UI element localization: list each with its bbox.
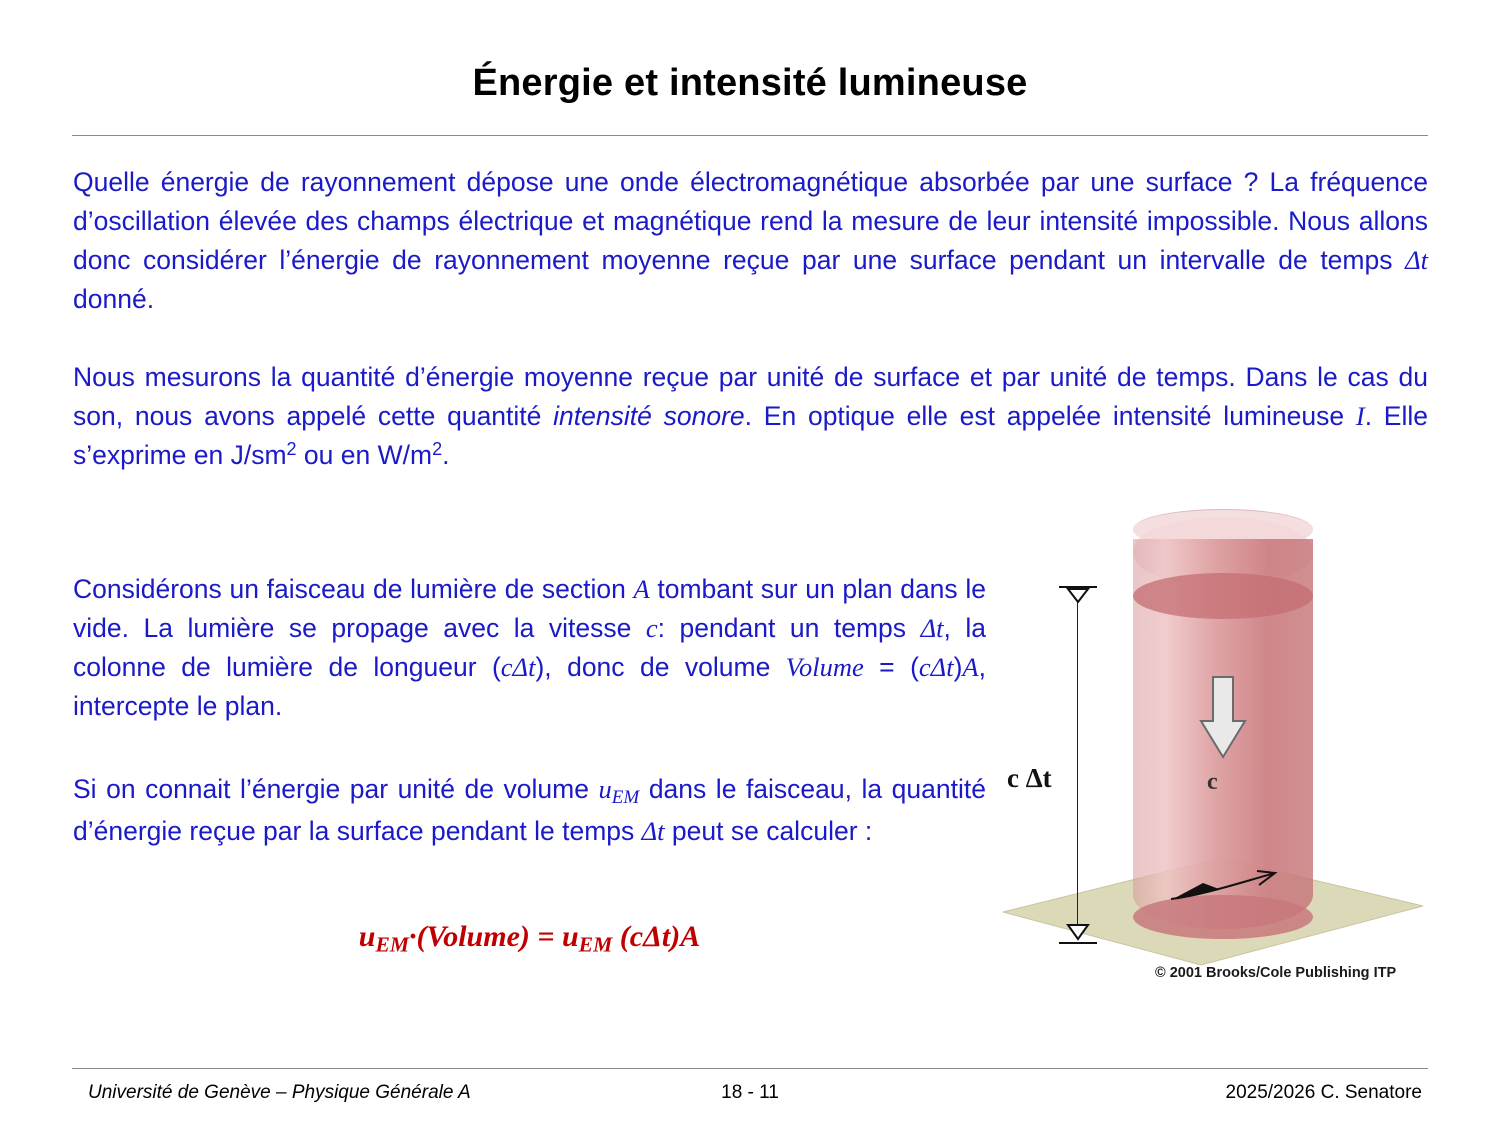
paragraph-3-c-delta-t: cΔt: [500, 651, 536, 682]
paragraph-3-symbol-A-2: A: [962, 651, 979, 682]
paragraph-4-text-b: dans le faisceau, la quantité d’énergie reçue par la surface pendant le temps: [73, 774, 986, 846]
paragraph-3-text-d: , la colonne de lumière de longueur (: [73, 612, 986, 682]
paragraph-3-text-f: = (: [863, 651, 919, 682]
formula-u2-subscript: EM: [578, 932, 613, 957]
paragraph-1-delta-t: Δt: [1405, 244, 1428, 275]
formula-u1-subscript: EM: [375, 932, 410, 957]
paragraph-2: [73, 358, 1428, 475]
paragraph-2-exponent-2: 2: [432, 438, 443, 459]
paragraph-4-symbol-u: u: [598, 774, 612, 804]
paragraph-3-text-g: ): [953, 651, 963, 682]
paragraph-3-text-c: : pendant un temps: [657, 612, 921, 643]
paragraph-1-text-b: donné.: [73, 283, 155, 314]
footer-right: 2025/2026 C. Senatore: [1225, 1082, 1422, 1103]
paragraph-3-text-h: , intercepte le plan.: [73, 651, 986, 721]
column-band: [1133, 573, 1313, 619]
energy-formula: [73, 920, 986, 957]
figure-copyright: © 2001 Brooks/Cole Publishing ITP: [1155, 965, 1397, 981]
light-column-figure: [985, 505, 1445, 985]
propagation-arrow-icon: [1197, 675, 1249, 761]
paragraph-2-text-b: . En optique elle est appelée intensité lumineuse: [744, 400, 1356, 431]
dimension-line: [1077, 593, 1078, 933]
paragraph-2-exponent-1: 2: [286, 438, 297, 459]
paragraph-1: [73, 163, 1428, 319]
formula-u2: u: [561, 920, 579, 953]
formula-end: (cΔt)A: [612, 920, 701, 953]
paragraph-2-text-e: .: [442, 439, 450, 470]
paragraph-3-symbol-c: c: [645, 612, 658, 643]
footer-left: Université de Genève – Physique Générale A: [88, 1082, 471, 1103]
title-divider: [72, 135, 1428, 136]
paragraph-3-volume-symbol: Volume: [785, 651, 864, 682]
paragraph-3-delta-t: Δt: [920, 612, 944, 643]
paragraph-2-text-d: ou en W/m: [296, 439, 433, 470]
paragraph-4: [73, 770, 986, 851]
page-title: Énergie et intensité lumineuse: [472, 62, 1028, 104]
paragraph-4-text-c: peut se calculer :: [664, 815, 873, 846]
speed-c-label: c: [1207, 769, 1218, 795]
light-column: [1133, 517, 1313, 937]
paragraph-4-symbol-u-subscript: EM: [611, 786, 640, 808]
surface-area-arrow-icon: [1163, 869, 1283, 909]
paragraph-4-delta-t: Δt: [641, 815, 665, 846]
paragraph-3-text-e: ), donc de volume: [535, 651, 786, 682]
paragraph-2-text-c: . Elle s’exprime en J/sm: [73, 400, 1428, 470]
paragraph-3-text-a: Considérons un faisceau de lumière de section: [73, 574, 634, 604]
paragraph-4-text-a: Si on connait l’énergie par unité de volume: [73, 774, 599, 804]
dimension-top-marker-icon: [1057, 583, 1099, 603]
paragraph-2-text-a: Nous mesurons la quantité d’énergie moyenne reçue par unité de surface et par unité de temps. Dans le cas du son, nous avons appelé cette quantité: [73, 362, 1428, 431]
dimension-label: c Δt: [1007, 763, 1052, 793]
paragraph-3-c-delta-t-2: cΔt: [918, 651, 954, 682]
paragraph-1-text-a: Quelle énergie de rayonnement dépose une onde électromagnétique absorbée par une surface ? La fréquence d’oscillation élevée des champs électrique et magnétique rend la mesure de leur intensité impossible. Nous allons donc considérer l’énergie de rayonnement moyenne reçue par une surface pendant un intervalle de temps: [73, 167, 1428, 275]
paragraph-3: [73, 570, 986, 726]
formula-u1: u: [358, 920, 376, 953]
paragraph-2-emphasis: intensité sonore: [553, 400, 745, 431]
slide-number: 18 - 11: [721, 1082, 779, 1103]
paragraph-3-symbol-A: A: [633, 574, 650, 604]
paragraph-2-symbol-I: I: [1355, 400, 1365, 431]
formula-middle: ·(Volume) =: [409, 920, 562, 953]
paragraph-3-text-b: tombant sur un plan dans le vide. La lumière se propage avec la vitesse: [73, 574, 986, 643]
dimension-bottom-marker-icon: [1057, 923, 1099, 945]
footer-divider: [72, 1068, 1428, 1069]
